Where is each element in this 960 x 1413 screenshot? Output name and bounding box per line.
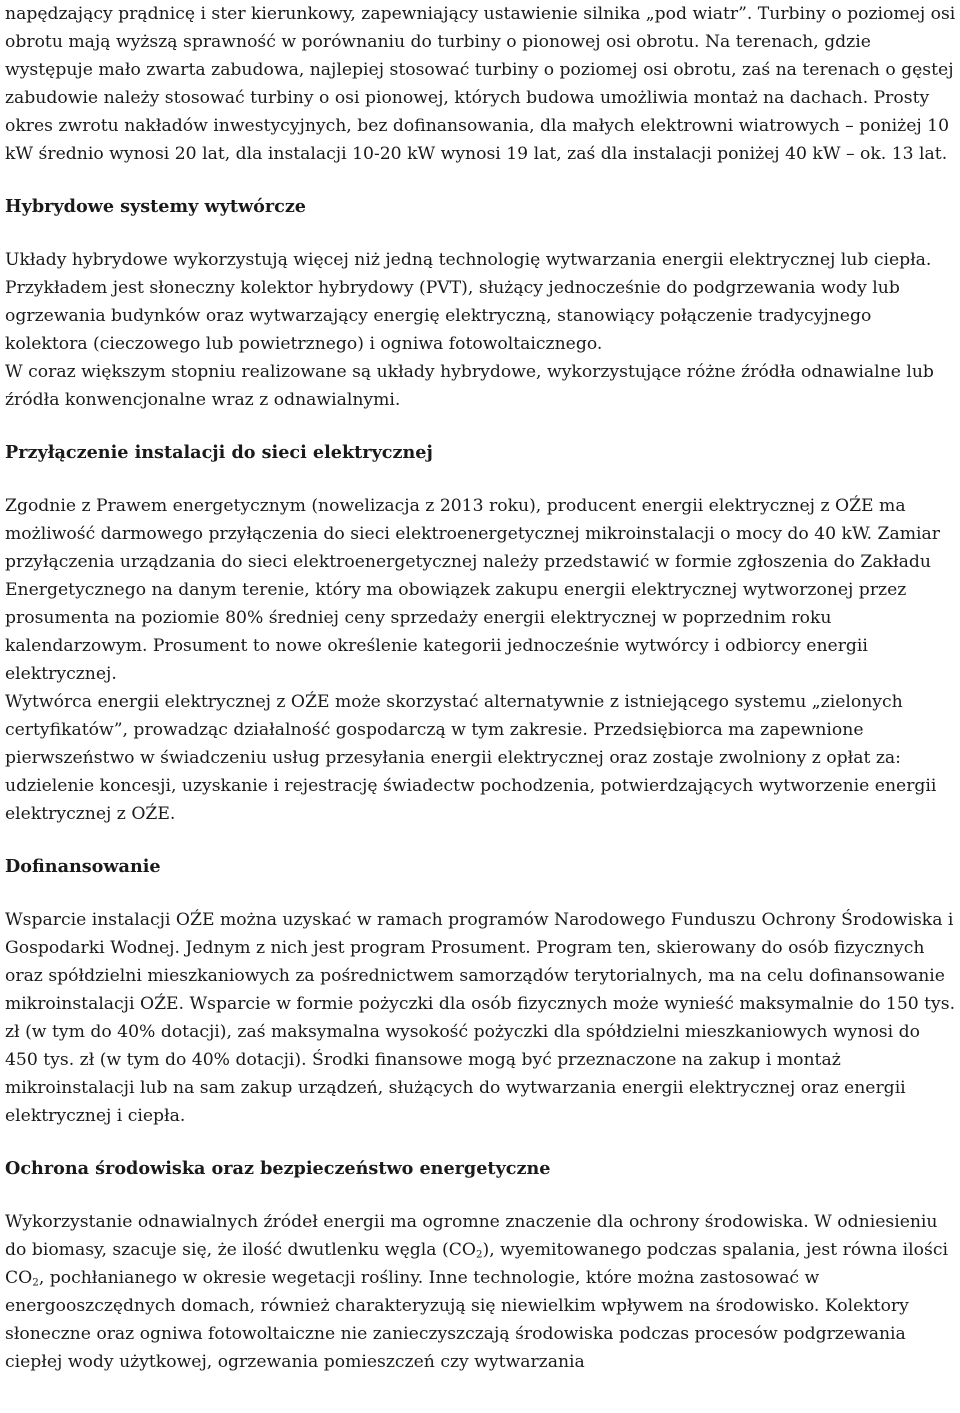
co2-subscript-1: 2 (475, 1248, 483, 1261)
section-heading-funding: Dofinansowanie (5, 856, 161, 877)
hybrid-paragraph-1: Układy hybrydowe wykorzystują więcej niż jedną technologię wytwarzania energii elektrycznej lub ciepła. Przykładem jest słoneczny kolektor hybrydowy (PVT), służący jednocześnie do podgrzewania wody lub ogrzewania budynków oraz wytwarzający energię elektryczną, stanowiący połączenie tradycyjnego kolektora (cieczowego lub powietrznego) i ogniwa fotowoltaicznego. (5, 250, 932, 354)
co2-subscript-2: 2 (32, 1276, 39, 1289)
grid-connection-paragraph-2: Wytwórca energii elektrycznej z OŹE może skorzystać alternatywnie z istniejącego systemu „zielonych certyfikatów”, prowadząc działalność gospodarczą w tym zakresie. Przedsiębiorca ma zapewnione pierwszeństwo w świadczeniu usług przesyłania energii elektrycznej oraz zostaje zwolniony z opłat za: udzielenie koncesji, uzyskanie i rejestrację świadectw pochodzenia, potwierdzających wytworzenie energii elektrycznej z OŹE. (5, 692, 937, 824)
hybrid-paragraph-2: W coraz większym stopniu realizowane są układy hybrydowe, wykorzystujące różne źródła odnawialne lub źródła konwencjonalne wraz z odnawialnymi. (5, 362, 934, 410)
environment-text-part-1: Wykorzystanie odnawialnych źródeł energii ma ogromne znaczenie dla ochrony środowiska. W odniesieniu do biomasy, szacuje się, że ilość dwutlenku węgla (CO (5, 1212, 938, 1260)
funding-paragraph: Wsparcie instalacji OŹE można uzyskać w ramach programów Narodowego Funduszu Ochrony Środowiska i Gospodarki Wodnej. Jednym z nich jest program Prosument. Program ten, skierowany do osób fizycznych oraz spółdzielni mieszkaniowych za pośrednictwem samorządów terytorialnych, ma na celu dofinansowanie mikroinstalacji OŹE. Wsparcie w formie pożyczki dla osób fizycznych może wynieść maksymalnie do 150 tys. zł (w tym do 40% dotacji), zaś maksymalna wysokość pożyczki dla spółdzielni mieszkaniowych wynosi do 450 tys. zł (w tym do 40% dotacji). Środki finansowe mogą być przeznaczone na zakup i montaż mikroinstalacji lub na sam zakup urządzeń, służących do wytwarzania energii elektrycznej oraz energii elektrycznej i ciepła. (5, 910, 956, 1126)
section-heading-grid-connection: Przyłączenie instalacji do sieci elektrycznej (5, 442, 433, 463)
environment-text-part-2: ), wyemitowanego podczas spalania, jest równa ilości CO (5, 1240, 948, 1288)
wind-turbines-paragraph: napędzający prądnicę i ster kierunkowy, zapewniający ustawienie silnika „pod wiatr”. Turbiny o poziomej osi obrotu mają wyższą sprawność w porównaniu do turbiny o pionowej osi obrotu. Na terenach, gdzie występuje mało zwarta zabudowa, najlepiej stosować turbiny o poziomej osi obrotu, zaś na terenach o gęstej zabudowie należy stosować turbiny o osi pionowej, których budowa umożliwia montaż na dachach. Prosty okres zwrotu nakładów inwestycyjnych, bez dofinansowania, dla małych elektrowni wiatrowych – poniżej 10 kW średnio wynosi 20 lat, dla instalacji 10-20 kW wynosi 19 lat, zaś dla instalacji poniżej 40 kW – ok. 13 lat. (5, 4, 956, 164)
environment-text-part-3: , pochłanianego w okresie wegetacji rośliny. Inne technologie, które można zastosować w energooszczędnych domach, również charakteryzują się niewielkim wpływem na środowisko. Kolektory słoneczne oraz ogniwa fotowoltaiczne nie zanieczyszczają środowiska podczas procesów podgrzewania ciepłej wody użytkowej, ogrzewania pomieszczeń czy wytwarzania (5, 1268, 909, 1372)
section-heading-environment-security: Ochrona środowiska oraz bezpieczeństwo energetyczne (5, 1158, 551, 1179)
grid-connection-paragraph-1: Zgodnie z Prawem energetycznym (nowelizacja z 2013 roku), producent energii elektrycznej z OŹE ma możliwość darmowego przyłączenia do sieci elektroenergetycznej mikroinstalacji o mocy do 40 kW. Zamiar przyłączenia urządzania do sieci elektroenergetycznej należy przedstawić w formie zgłoszenia do Zakładu Energetycznego na danym terenie, który ma obowiązek zakupu energii elektrycznej wytworzonej przez prosumenta na poziomie 80% średniej ceny sprzedaży energii elektrycznej w poprzednim roku kalendarzowym. Prosument to nowe określenie kategorii jednocześnie wytwórcy i odbiorcy energii elektrycznej. (5, 496, 940, 684)
section-heading-hybrid-systems: Hybrydowe systemy wytwórcze (5, 196, 307, 217)
environment-paragraph (5, 1208, 957, 1376)
document-page (5, 0, 957, 1376)
